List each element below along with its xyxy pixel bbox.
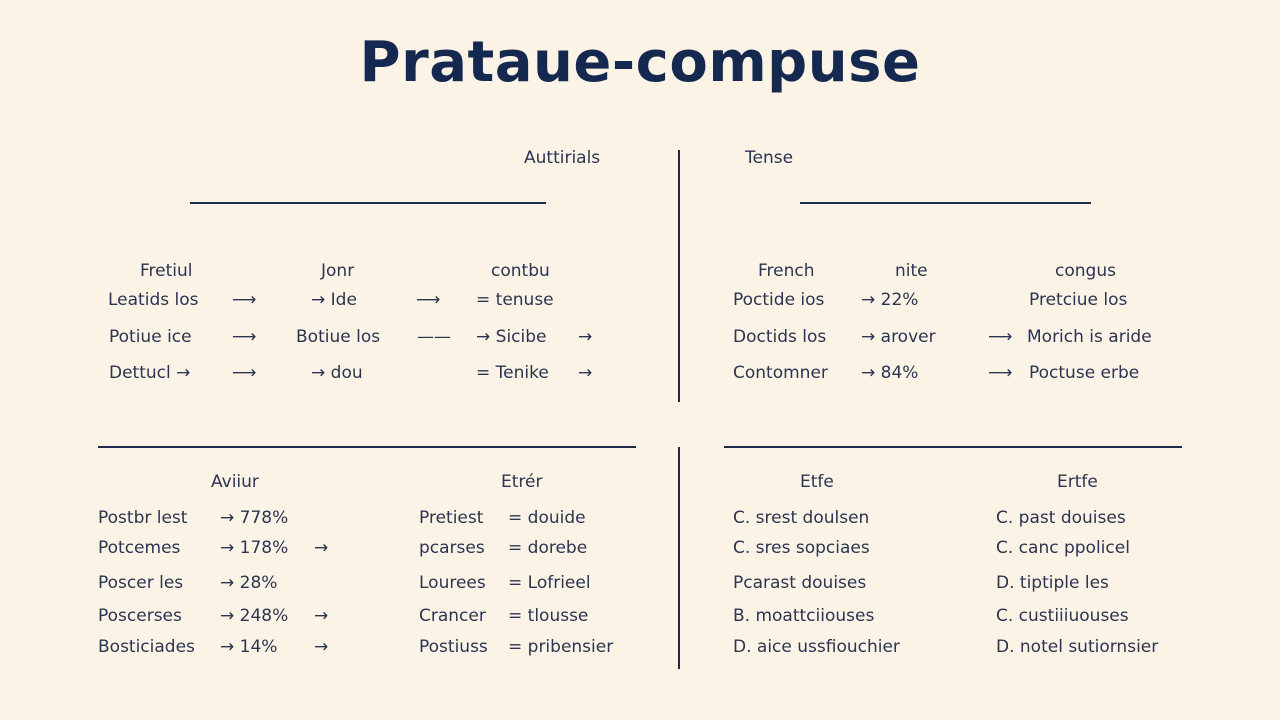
table-cell: = pribensier bbox=[508, 637, 614, 657]
table-cell: Dettucl → bbox=[109, 363, 191, 383]
table-cell: C. srest doulsen bbox=[733, 508, 870, 528]
arrow: → bbox=[578, 327, 593, 347]
arrow: ⟶ bbox=[416, 290, 441, 310]
column-header: Aviiur bbox=[211, 472, 259, 492]
table-cell: Pcarast douises bbox=[733, 573, 867, 593]
table-cell: → 248% bbox=[220, 606, 289, 626]
top-right-heading: Tense bbox=[745, 148, 794, 168]
table-cell: C. past douises bbox=[996, 508, 1126, 528]
table-cell: Potiue ice bbox=[109, 327, 192, 347]
table-cell: → Sicibe bbox=[476, 327, 547, 347]
table-cell: = tenuse bbox=[476, 290, 554, 310]
column-header: contbu bbox=[491, 261, 550, 281]
table-cell: = tlousse bbox=[508, 606, 589, 626]
table-cell: = Lofrieel bbox=[508, 573, 591, 593]
table-cell: Leatids los bbox=[108, 290, 199, 310]
arrow: → bbox=[314, 637, 329, 657]
table-cell: = douide bbox=[508, 508, 586, 528]
table-cell: Crancer bbox=[419, 606, 486, 626]
table-cell: → arover bbox=[861, 327, 936, 347]
arrow: → bbox=[578, 363, 593, 383]
arrow: ⟶ bbox=[232, 363, 257, 383]
table-cell: pcarses bbox=[419, 538, 485, 558]
vertical-divider-top bbox=[678, 150, 680, 402]
table-cell: Botiue los bbox=[296, 327, 381, 347]
table-cell: Doctids los bbox=[733, 327, 827, 347]
table-cell: → 14% bbox=[220, 637, 278, 657]
column-header: Ertfe bbox=[1057, 472, 1098, 492]
table-cell: B. moattciiouses bbox=[733, 606, 875, 626]
table-cell: → dou bbox=[311, 363, 363, 383]
table-cell: Bosticiades bbox=[98, 637, 195, 657]
table-cell: D. aice ussfiouchier bbox=[733, 637, 900, 657]
table-cell: Postiuss bbox=[419, 637, 488, 657]
table-cell: → 28% bbox=[220, 573, 278, 593]
table-cell: Pretciue los bbox=[1029, 290, 1128, 310]
column-header: nite bbox=[895, 261, 928, 281]
table-cell: → 84% bbox=[861, 363, 919, 383]
top-left-heading: Auttirials bbox=[524, 148, 601, 168]
table-cell: Pretiest bbox=[419, 508, 484, 528]
table-cell: → 22% bbox=[861, 290, 919, 310]
table-cell: → 178% bbox=[220, 538, 289, 558]
page-title: Prataue-compuse bbox=[359, 30, 921, 95]
table-cell: Lourees bbox=[419, 573, 486, 593]
arrow: → bbox=[314, 606, 329, 626]
arrow: → bbox=[314, 538, 329, 558]
column-header: Etrér bbox=[501, 472, 543, 492]
arrow: ⟶ bbox=[232, 290, 257, 310]
top-right-rule bbox=[800, 202, 1091, 204]
table-cell: C. custiiiuouses bbox=[996, 606, 1129, 626]
column-header: congus bbox=[1055, 261, 1116, 281]
column-header: French bbox=[758, 261, 815, 281]
table-cell: Contomner bbox=[733, 363, 828, 383]
column-header: Jonr bbox=[321, 261, 355, 281]
arrow: —— bbox=[417, 327, 451, 347]
table-cell: → Ide bbox=[311, 290, 357, 310]
table-cell: Poctuse erbe bbox=[1029, 363, 1140, 383]
vertical-divider-bottom bbox=[678, 447, 680, 669]
table-cell: Poscer les bbox=[98, 573, 184, 593]
bottom-right-rule bbox=[724, 446, 1182, 448]
arrow: ⟶ bbox=[232, 327, 257, 347]
top-left-rule bbox=[190, 202, 546, 204]
column-header: Etfe bbox=[800, 472, 834, 492]
arrow: ⟶ bbox=[988, 327, 1013, 347]
table-cell: Potcemes bbox=[98, 538, 181, 558]
table-cell: Poscerses bbox=[98, 606, 182, 626]
table-cell: Postbr lest bbox=[98, 508, 188, 528]
table-cell: → 778% bbox=[220, 508, 289, 528]
table-cell: = dorebe bbox=[508, 538, 588, 558]
column-header: Fretiul bbox=[140, 261, 193, 281]
table-cell: C. canc ppolicel bbox=[996, 538, 1130, 558]
table-cell: C. sres sopciaes bbox=[733, 538, 870, 558]
table-cell: D. tiptiple les bbox=[996, 573, 1109, 593]
table-cell: D. notel sutiornsier bbox=[996, 637, 1159, 657]
bottom-left-rule bbox=[98, 446, 636, 448]
table-cell: Poctide ios bbox=[733, 290, 825, 310]
table-cell: Morich is aride bbox=[1027, 327, 1152, 347]
arrow: ⟶ bbox=[988, 363, 1013, 383]
table-cell: = Tenike bbox=[476, 363, 549, 383]
